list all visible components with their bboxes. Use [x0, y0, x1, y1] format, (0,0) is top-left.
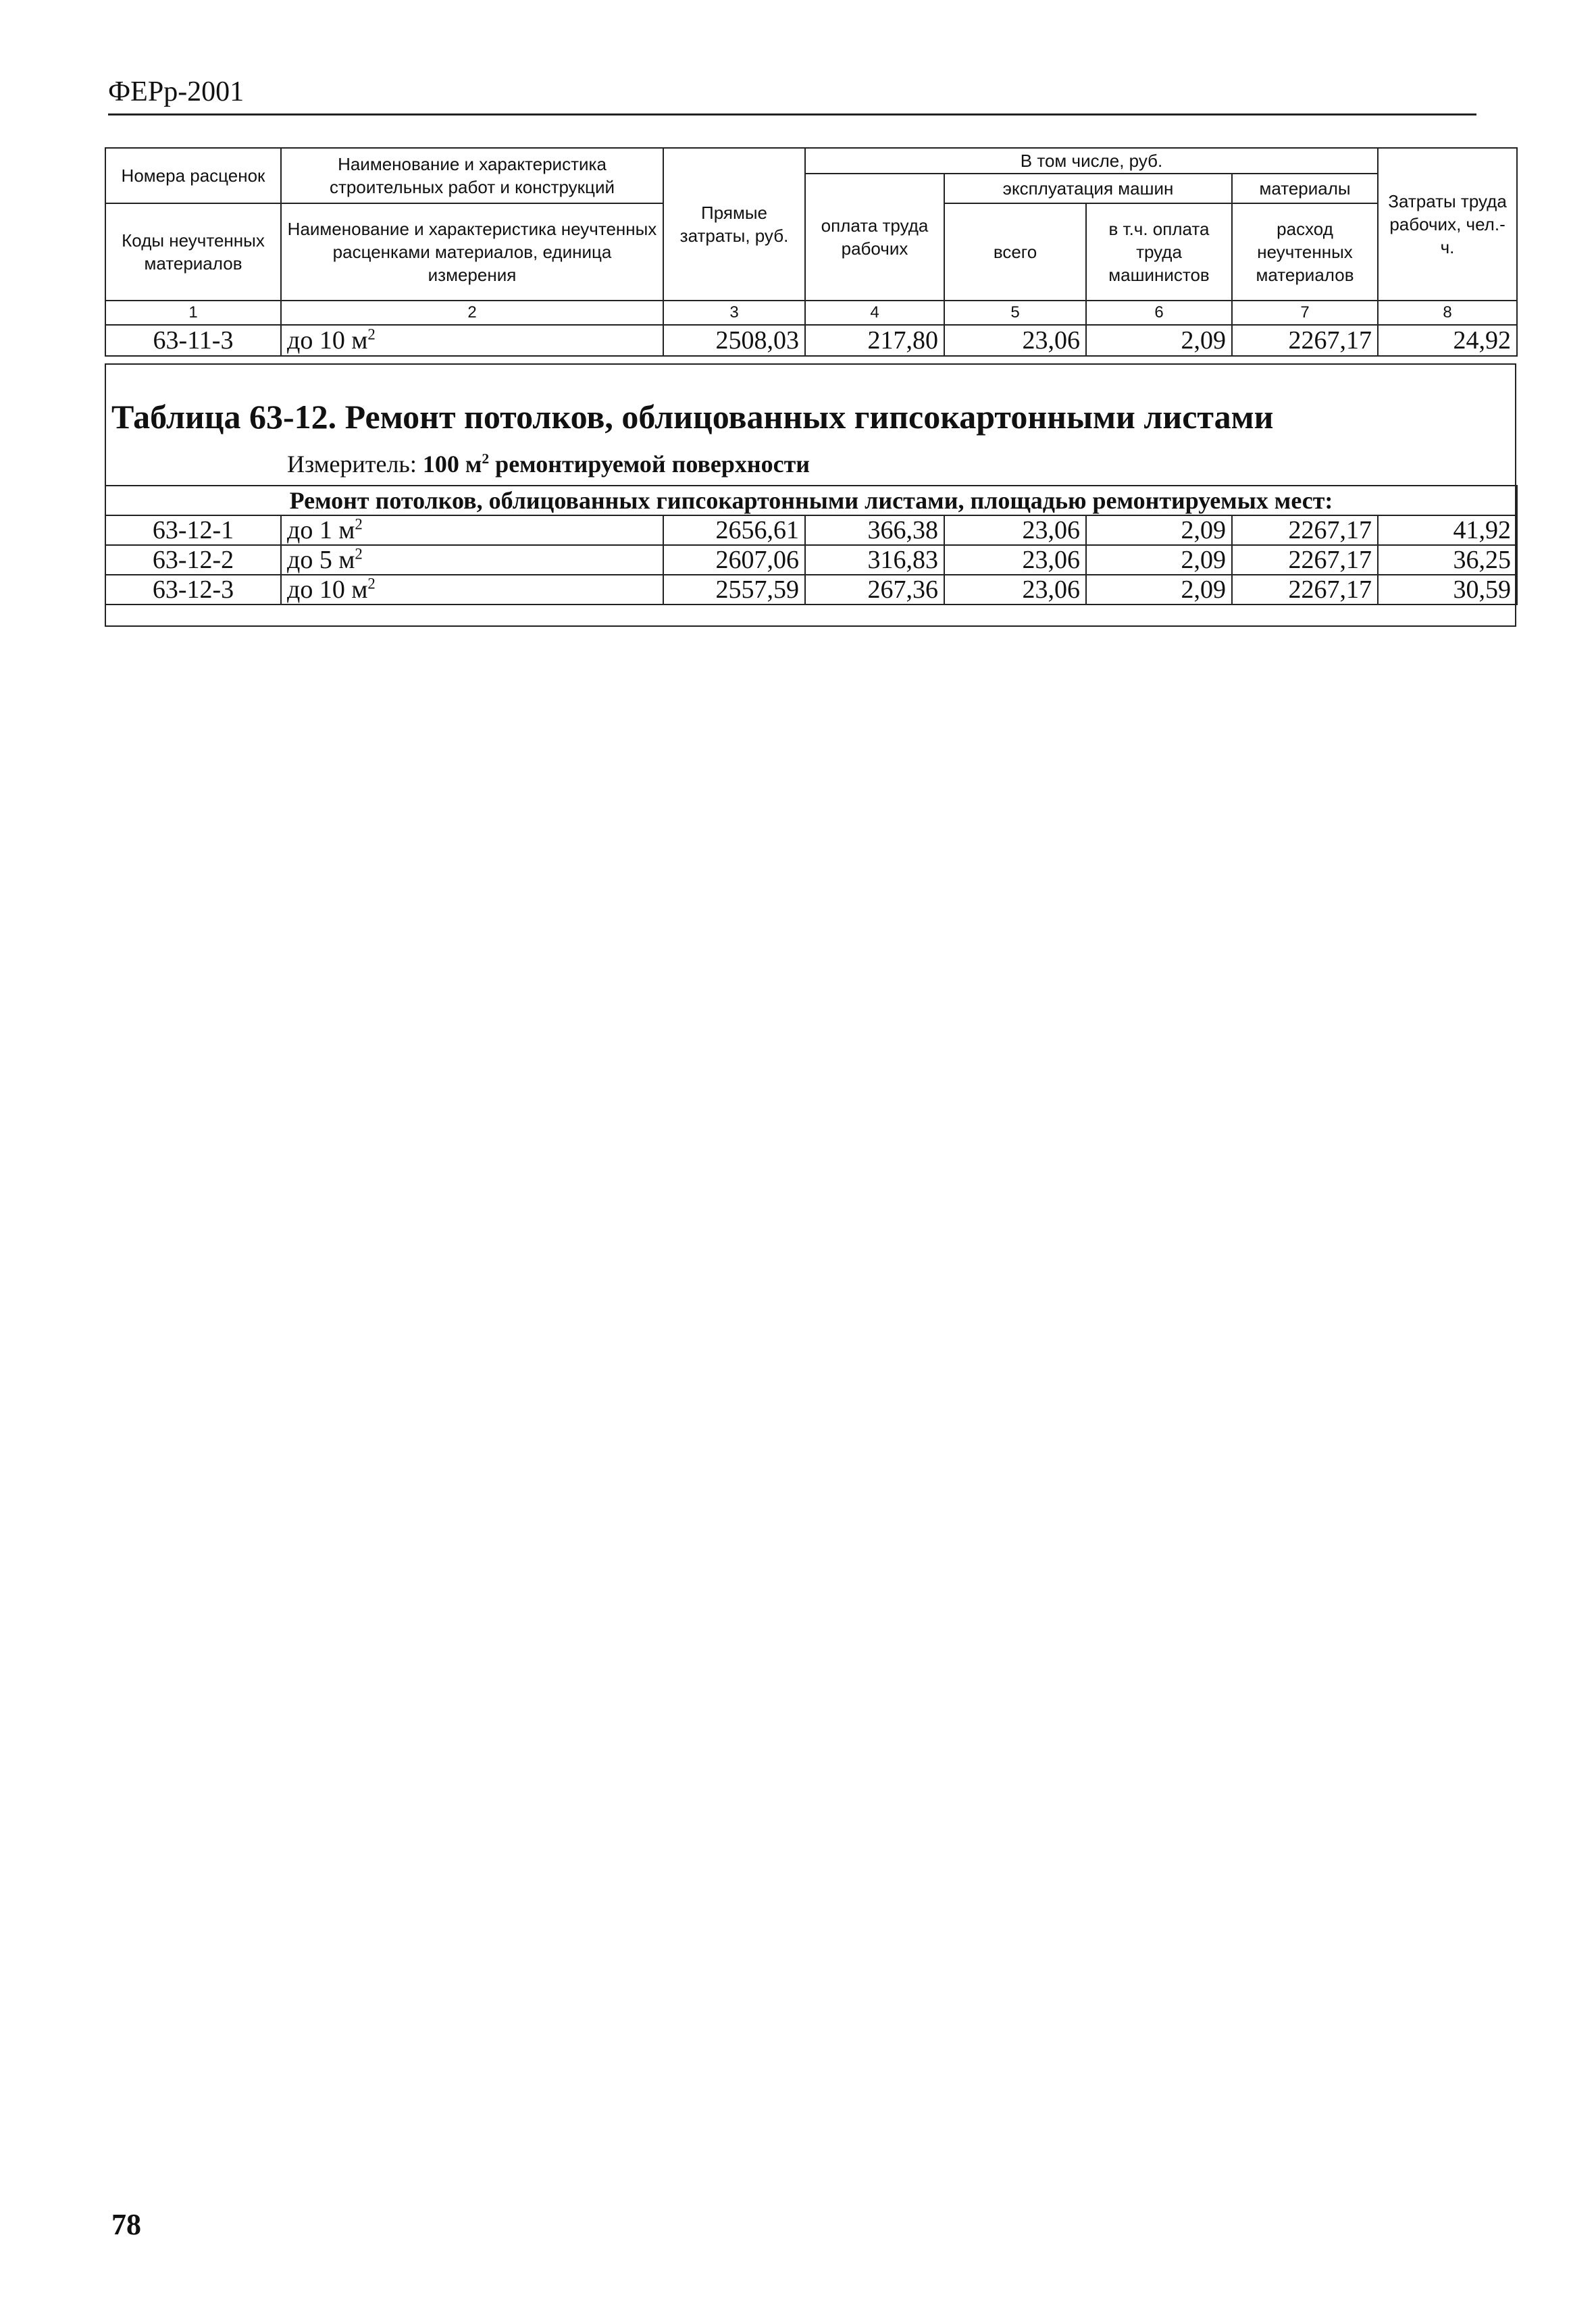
col1-top-header: Номера расценок: [105, 148, 281, 203]
col4-header: оплата труда рабочих: [805, 174, 944, 301]
page-number: 78: [111, 2208, 141, 2241]
row-value: 2,09: [1086, 515, 1232, 545]
row-value: 2508,03: [663, 325, 805, 356]
row-name: до 1 $м^2$: [281, 515, 663, 545]
section-heading: Ремонт потолков, облицованных гипсокартонными листами, площадью ремонтируемых мест:: [105, 486, 1517, 515]
row-value: 217,80: [805, 325, 944, 356]
row-value: 2,09: [1086, 575, 1232, 605]
col3-header: Прямые затраты, руб.: [663, 148, 805, 301]
table-continuation-rule: [105, 601, 106, 625]
row-value: 36,25: [1378, 545, 1517, 575]
table-63-12-body: [105, 485, 1518, 605]
row-value: 366,38: [805, 515, 944, 545]
group-header: В том числе, руб.: [805, 148, 1378, 174]
row-value: 23,06: [944, 545, 1086, 575]
column-number: 8: [1378, 301, 1517, 325]
column-number: 6: [1086, 301, 1232, 325]
column-number: 4: [805, 301, 944, 325]
row-value: 23,06: [944, 325, 1086, 356]
col1-bottom-header: Коды неучтенных материалов: [105, 203, 281, 301]
row-name: до 10 $м^2$: [281, 325, 663, 356]
col2-bottom-header: Наименование и характеристика неучтенных расценками материалов, единица измерения: [281, 203, 663, 301]
row-value: 30,59: [1378, 575, 1517, 605]
row-value: 2267,17: [1232, 575, 1378, 605]
row-code: 63-11-3: [105, 325, 281, 356]
table-continuation-rule: [1515, 601, 1516, 625]
row-value: 2267,17: [1232, 515, 1378, 545]
column-number: 1: [105, 301, 281, 325]
machines-header: эксплуатация машин: [944, 174, 1232, 203]
row-value: 2267,17: [1232, 545, 1378, 575]
col2-top-header: Наименование и характеристика строительных работ и конструкций: [281, 148, 663, 203]
col8-header: Затраты труда рабочих, чел.-ч.: [1378, 148, 1517, 301]
row-value: 2267,17: [1232, 325, 1378, 356]
row-value: 23,06: [944, 575, 1086, 605]
table-meter: Измеритель: 100 $м^2$ ремонтируемой поверхности: [287, 451, 810, 478]
row-value: 2607,06: [663, 545, 805, 575]
row-value: 2,09: [1086, 545, 1232, 575]
row-value: 2557,59: [663, 575, 805, 605]
column-numbers-row: [105, 301, 1517, 325]
table-title: Таблица 63-12. Ремонт потолков, облицованных гипсокартонными листами: [111, 398, 1274, 436]
row-value: 2656,61: [663, 515, 805, 545]
table-row: [105, 575, 1517, 605]
header-rule: [108, 113, 1476, 115]
row-value: 41,92: [1378, 515, 1517, 545]
row-value: 316,83: [805, 545, 944, 575]
row-value: 24,92: [1378, 325, 1517, 356]
column-number: 3: [663, 301, 805, 325]
table-header: [105, 147, 1518, 357]
row-code: 63-12-2: [105, 545, 281, 575]
section-heading-row: [105, 486, 1517, 515]
column-number: 7: [1232, 301, 1378, 325]
page-header: ФЕРр-2001: [108, 76, 244, 107]
row-code: 63-12-1: [105, 515, 281, 545]
table-row: [105, 515, 1517, 545]
table-row: [105, 545, 1517, 575]
col7-header: расход неучтенных материалов: [1232, 203, 1378, 301]
row-value: 267,36: [805, 575, 944, 605]
row-name: до 5 $м^2$: [281, 545, 663, 575]
row-code: 63-12-3: [105, 575, 281, 605]
row-value: 23,06: [944, 515, 1086, 545]
table-row: [105, 325, 1517, 356]
column-number: 5: [944, 301, 1086, 325]
col6-header: в т.ч. оплата труда машинистов: [1086, 203, 1232, 301]
column-number: 2: [281, 301, 663, 325]
materials-header: материалы: [1232, 174, 1378, 203]
row-name: до 10 $м^2$: [281, 575, 663, 605]
col5-header: всего: [944, 203, 1086, 301]
row-value: 2,09: [1086, 325, 1232, 356]
